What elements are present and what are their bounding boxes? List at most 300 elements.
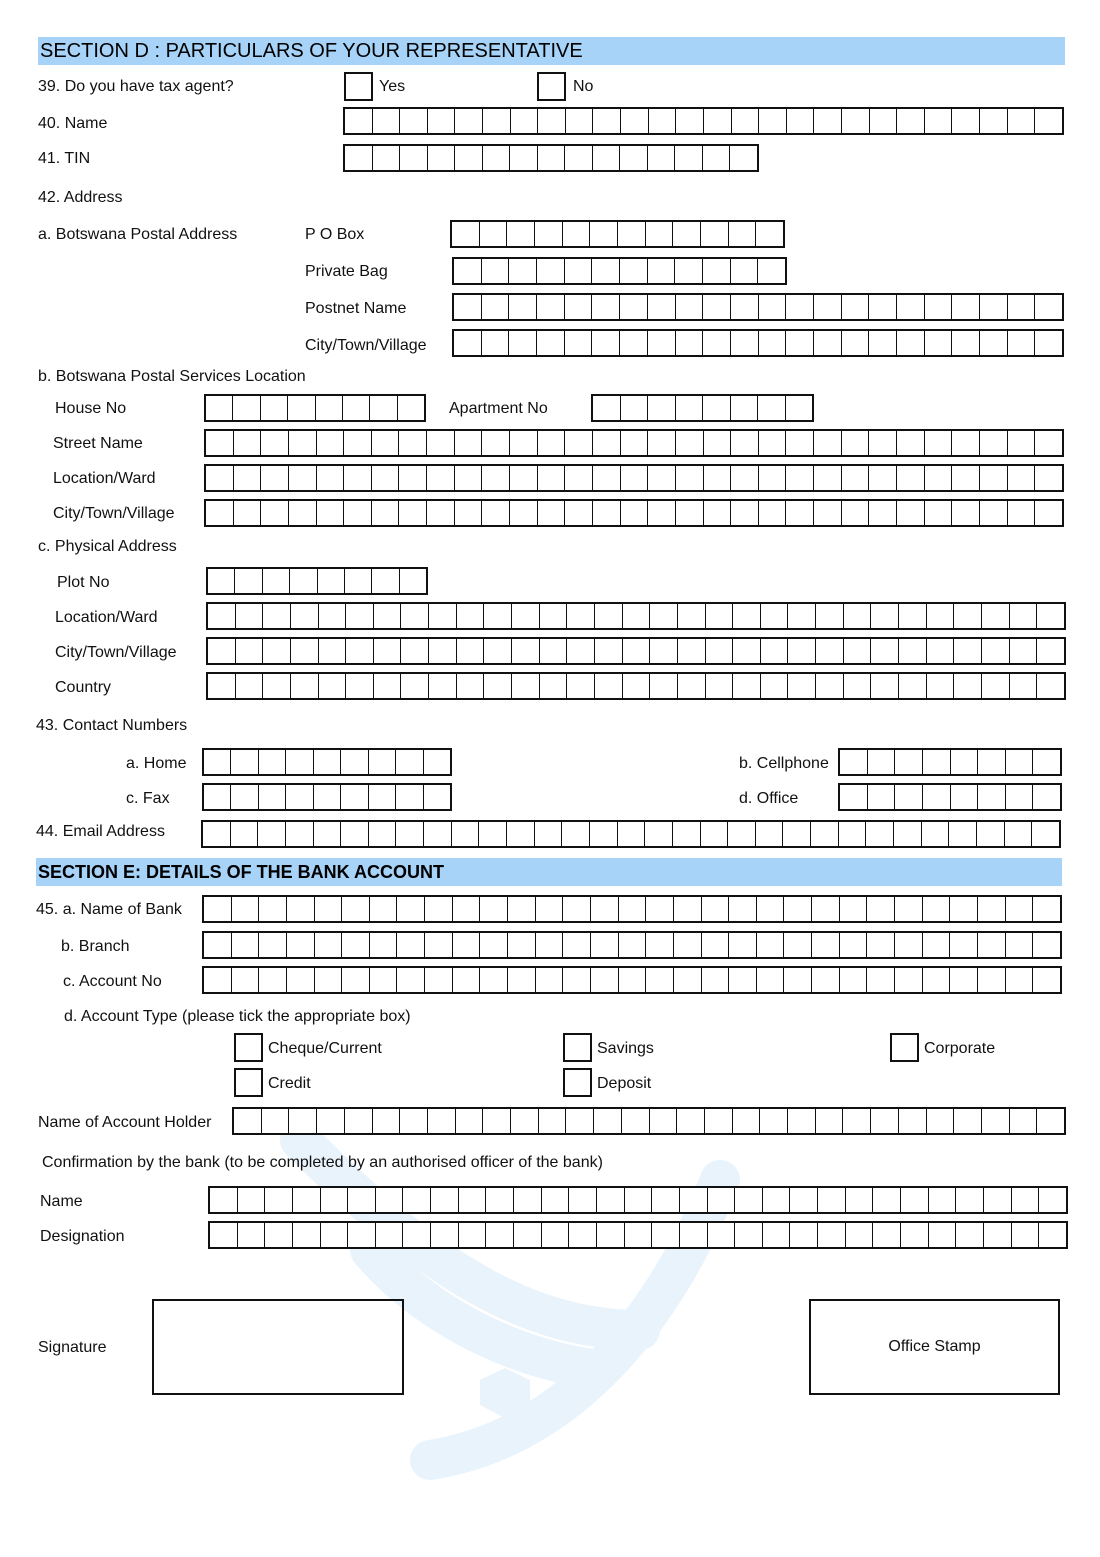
char-cell[interactable] (954, 674, 982, 698)
char-cell[interactable] (1033, 750, 1060, 774)
char-cell[interactable] (369, 822, 397, 846)
char-cell[interactable] (538, 109, 566, 133)
char-cell[interactable] (645, 822, 673, 846)
char-cell[interactable] (897, 109, 925, 133)
char-cell[interactable] (510, 466, 538, 490)
char-cell[interactable] (286, 750, 313, 774)
char-cell[interactable] (676, 466, 704, 490)
char-cell[interactable] (1033, 897, 1060, 921)
char-cell[interactable] (678, 674, 706, 698)
char-cell[interactable] (1037, 604, 1064, 628)
char-cell[interactable] (648, 259, 676, 283)
char-cell[interactable] (595, 674, 623, 698)
char-cell[interactable] (590, 222, 618, 246)
char-cell[interactable] (650, 639, 678, 663)
char-cell[interactable] (259, 933, 287, 957)
char-cell[interactable] (374, 604, 402, 628)
char-cell[interactable] (287, 897, 315, 921)
char-cell[interactable] (370, 968, 398, 992)
char-cell[interactable] (923, 968, 951, 992)
char-cell[interactable] (625, 1223, 653, 1247)
country-field[interactable] (206, 672, 1066, 700)
char-cell[interactable] (706, 639, 734, 663)
char-cell[interactable] (318, 569, 345, 593)
home-phone-field[interactable] (202, 748, 452, 776)
char-cell[interactable] (1006, 968, 1034, 992)
char-cell[interactable] (591, 968, 619, 992)
char-cell[interactable] (702, 897, 730, 921)
char-cell[interactable] (482, 295, 510, 319)
cellphone-field[interactable] (838, 748, 1062, 776)
location-city-field[interactable] (204, 499, 1064, 527)
location-ward-field[interactable] (204, 464, 1064, 492)
char-cell[interactable] (842, 431, 870, 455)
char-cell[interactable] (814, 431, 842, 455)
char-cell[interactable] (565, 466, 593, 490)
char-cell[interactable] (208, 674, 236, 698)
char-cell[interactable] (565, 331, 593, 355)
char-cell[interactable] (236, 639, 264, 663)
char-cell[interactable] (873, 1223, 901, 1247)
branch-field[interactable] (202, 931, 1062, 959)
char-cell[interactable] (258, 822, 286, 846)
char-cell[interactable] (1033, 785, 1060, 809)
char-cell[interactable] (289, 466, 317, 490)
char-cell[interactable] (511, 1109, 539, 1133)
char-cell[interactable] (929, 1223, 957, 1247)
char-cell[interactable] (261, 466, 289, 490)
corporate-checkbox[interactable] (890, 1033, 919, 1062)
char-cell[interactable] (400, 1109, 428, 1133)
char-cell[interactable] (706, 604, 734, 628)
char-cell[interactable] (1037, 1109, 1064, 1133)
credit-checkbox[interactable] (234, 1068, 263, 1097)
char-cell[interactable] (206, 466, 234, 490)
char-cell[interactable] (756, 822, 784, 846)
char-cell[interactable] (786, 501, 814, 525)
char-cell[interactable] (842, 295, 870, 319)
char-cell[interactable] (431, 1223, 459, 1247)
char-cell[interactable] (894, 822, 922, 846)
char-cell[interactable] (512, 604, 540, 628)
char-cell[interactable] (897, 501, 925, 525)
char-cell[interactable] (454, 259, 482, 283)
char-cell[interactable] (899, 604, 927, 628)
char-cell[interactable] (565, 146, 593, 170)
char-cell[interactable] (814, 295, 842, 319)
char-cell[interactable] (428, 1109, 456, 1133)
char-cell[interactable] (372, 431, 400, 455)
char-cell[interactable] (452, 822, 480, 846)
char-cell[interactable] (674, 968, 702, 992)
char-cell[interactable] (484, 674, 512, 698)
char-cell[interactable] (703, 259, 731, 283)
char-cell[interactable] (950, 897, 978, 921)
char-cell[interactable] (231, 750, 258, 774)
char-cell[interactable] (703, 146, 731, 170)
char-cell[interactable] (927, 639, 955, 663)
char-cell[interactable] (840, 933, 868, 957)
char-cell[interactable] (731, 431, 759, 455)
char-cell[interactable] (538, 466, 566, 490)
char-cell[interactable] (731, 501, 759, 525)
char-cell[interactable] (735, 1223, 763, 1247)
char-cell[interactable] (790, 1223, 818, 1247)
char-cell[interactable] (455, 466, 483, 490)
char-cell[interactable] (348, 1188, 376, 1212)
char-cell[interactable] (648, 501, 676, 525)
char-cell[interactable] (620, 259, 648, 283)
char-cell[interactable] (788, 639, 816, 663)
char-cell[interactable] (840, 968, 868, 992)
char-cell[interactable] (761, 639, 789, 663)
char-cell[interactable] (702, 968, 730, 992)
char-cell[interactable] (673, 222, 701, 246)
char-cell[interactable] (618, 222, 646, 246)
char-cell[interactable] (263, 639, 291, 663)
char-cell[interactable] (263, 674, 291, 698)
char-cell[interactable] (1037, 639, 1064, 663)
char-cell[interactable] (563, 897, 591, 921)
char-cell[interactable] (816, 604, 844, 628)
char-cell[interactable] (618, 822, 646, 846)
char-cell[interactable] (757, 968, 785, 992)
char-cell[interactable] (319, 674, 347, 698)
char-cell[interactable] (479, 822, 507, 846)
cheque-checkbox[interactable] (234, 1033, 263, 1062)
char-cell[interactable] (291, 604, 319, 628)
char-cell[interactable] (1039, 1188, 1066, 1212)
char-cell[interactable] (483, 109, 511, 133)
char-cell[interactable] (625, 1188, 653, 1212)
char-cell[interactable] (343, 396, 370, 420)
char-cell[interactable] (370, 897, 398, 921)
apartment-no-field[interactable] (591, 394, 814, 422)
char-cell[interactable] (895, 750, 923, 774)
char-cell[interactable] (342, 968, 370, 992)
char-cell[interactable] (425, 933, 453, 957)
char-cell[interactable] (729, 897, 757, 921)
char-cell[interactable] (843, 1109, 871, 1133)
char-cell[interactable] (508, 933, 536, 957)
char-cell[interactable] (952, 466, 980, 490)
char-cell[interactable] (315, 968, 343, 992)
char-cell[interactable] (925, 109, 953, 133)
char-cell[interactable] (348, 1223, 376, 1247)
char-cell[interactable] (590, 822, 618, 846)
char-cell[interactable] (1010, 674, 1038, 698)
char-cell[interactable] (846, 1223, 874, 1247)
char-cell[interactable] (595, 604, 623, 628)
char-cell[interactable] (398, 396, 424, 420)
char-cell[interactable] (977, 822, 1005, 846)
char-cell[interactable] (811, 822, 839, 846)
char-cell[interactable] (234, 431, 262, 455)
char-cell[interactable] (314, 750, 341, 774)
char-cell[interactable] (397, 897, 425, 921)
char-cell[interactable] (456, 1109, 484, 1133)
char-cell[interactable] (760, 1109, 788, 1133)
char-cell[interactable] (759, 295, 787, 319)
char-cell[interactable] (1006, 785, 1034, 809)
char-cell[interactable] (204, 933, 232, 957)
char-cell[interactable] (289, 1109, 317, 1133)
char-cell[interactable] (840, 897, 868, 921)
char-cell[interactable] (674, 933, 702, 957)
char-cell[interactable] (897, 431, 925, 455)
char-cell[interactable] (370, 396, 397, 420)
char-cell[interactable] (704, 431, 732, 455)
char-cell[interactable] (678, 604, 706, 628)
char-cell[interactable] (673, 822, 701, 846)
char-cell[interactable] (729, 933, 757, 957)
char-cell[interactable] (701, 222, 729, 246)
char-cell[interactable] (399, 501, 427, 525)
char-cell[interactable] (927, 674, 955, 698)
char-cell[interactable] (537, 259, 565, 283)
char-cell[interactable] (1006, 750, 1034, 774)
char-cell[interactable] (535, 822, 563, 846)
char-cell[interactable] (593, 396, 621, 420)
char-cell[interactable] (512, 639, 540, 663)
agent-tin-field[interactable] (343, 144, 759, 172)
char-cell[interactable] (286, 785, 313, 809)
char-cell[interactable] (482, 431, 510, 455)
char-cell[interactable] (923, 897, 951, 921)
char-cell[interactable] (396, 785, 423, 809)
plot-no-field[interactable] (206, 567, 428, 595)
char-cell[interactable] (593, 109, 621, 133)
char-cell[interactable] (899, 639, 927, 663)
char-cell[interactable] (871, 1109, 899, 1133)
char-cell[interactable] (621, 109, 649, 133)
char-cell[interactable] (317, 431, 345, 455)
char-cell[interactable] (732, 109, 760, 133)
char-cell[interactable] (231, 785, 258, 809)
char-cell[interactable] (646, 968, 674, 992)
char-cell[interactable] (952, 295, 980, 319)
char-cell[interactable] (978, 933, 1006, 957)
char-cell[interactable] (373, 146, 401, 170)
char-cell[interactable] (341, 822, 369, 846)
char-cell[interactable] (652, 1223, 680, 1247)
char-cell[interactable] (786, 431, 814, 455)
char-cell[interactable] (923, 750, 951, 774)
char-cell[interactable] (839, 822, 867, 846)
char-cell[interactable] (319, 639, 347, 663)
char-cell[interactable] (262, 1109, 290, 1133)
char-cell[interactable] (1008, 331, 1036, 355)
char-cell[interactable] (733, 674, 761, 698)
char-cell[interactable] (1006, 933, 1034, 957)
bank-officer-name-field[interactable] (208, 1186, 1068, 1214)
char-cell[interactable] (756, 222, 783, 246)
char-cell[interactable] (231, 822, 259, 846)
char-cell[interactable] (868, 750, 896, 774)
char-cell[interactable] (293, 1188, 321, 1212)
char-cell[interactable] (507, 822, 535, 846)
char-cell[interactable] (704, 466, 732, 490)
char-cell[interactable] (342, 897, 370, 921)
char-cell[interactable] (345, 146, 373, 170)
char-cell[interactable] (897, 295, 925, 319)
char-cell[interactable] (259, 785, 286, 809)
char-cell[interactable] (345, 1109, 373, 1133)
char-cell[interactable] (512, 674, 540, 698)
char-cell[interactable] (731, 331, 759, 355)
char-cell[interactable] (1008, 295, 1036, 319)
char-cell[interactable] (482, 501, 510, 525)
char-cell[interactable] (425, 897, 453, 921)
bank-name-field[interactable] (202, 895, 1062, 923)
char-cell[interactable] (1035, 431, 1062, 455)
char-cell[interactable] (1032, 822, 1059, 846)
char-cell[interactable] (210, 1188, 238, 1212)
char-cell[interactable] (956, 1223, 984, 1247)
char-cell[interactable] (593, 146, 621, 170)
char-cell[interactable] (676, 431, 704, 455)
char-cell[interactable] (923, 785, 951, 809)
char-cell[interactable] (982, 674, 1010, 698)
char-cell[interactable] (929, 1188, 957, 1212)
char-cell[interactable] (509, 295, 537, 319)
char-cell[interactable] (400, 109, 428, 133)
char-cell[interactable] (238, 1188, 266, 1212)
char-cell[interactable] (677, 1109, 705, 1133)
char-cell[interactable] (951, 750, 979, 774)
char-cell[interactable] (619, 933, 647, 957)
char-cell[interactable] (206, 396, 233, 420)
tax-agent-no-checkbox[interactable] (537, 72, 566, 101)
char-cell[interactable] (978, 785, 1006, 809)
char-cell[interactable] (703, 295, 731, 319)
char-cell[interactable] (814, 109, 842, 133)
char-cell[interactable] (816, 674, 844, 698)
char-cell[interactable] (319, 604, 347, 628)
char-cell[interactable] (569, 1188, 597, 1212)
char-cell[interactable] (315, 933, 343, 957)
char-cell[interactable] (733, 639, 761, 663)
char-cell[interactable] (536, 933, 564, 957)
char-cell[interactable] (680, 1188, 708, 1212)
char-cell[interactable] (427, 431, 455, 455)
char-cell[interactable] (265, 1188, 293, 1212)
char-cell[interactable] (842, 109, 870, 133)
char-cell[interactable] (376, 1223, 404, 1247)
char-cell[interactable] (844, 604, 872, 628)
char-cell[interactable] (563, 968, 591, 992)
char-cell[interactable] (950, 933, 978, 957)
char-cell[interactable] (733, 604, 761, 628)
char-cell[interactable] (536, 968, 564, 992)
char-cell[interactable] (538, 146, 566, 170)
char-cell[interactable] (562, 822, 590, 846)
char-cell[interactable] (265, 1223, 293, 1247)
char-cell[interactable] (540, 674, 568, 698)
char-cell[interactable] (730, 146, 757, 170)
char-cell[interactable] (594, 1109, 622, 1133)
char-cell[interactable] (867, 897, 895, 921)
char-cell[interactable] (290, 569, 317, 593)
char-cell[interactable] (1035, 109, 1062, 133)
email-field[interactable] (201, 820, 1061, 848)
char-cell[interactable] (621, 501, 649, 525)
char-cell[interactable] (984, 1188, 1012, 1212)
char-cell[interactable] (453, 968, 481, 992)
deposit-checkbox[interactable] (563, 1068, 592, 1097)
char-cell[interactable] (204, 785, 231, 809)
char-cell[interactable] (455, 431, 483, 455)
char-cell[interactable] (401, 604, 429, 628)
char-cell[interactable] (816, 1109, 844, 1133)
char-cell[interactable] (233, 396, 260, 420)
char-cell[interactable] (784, 897, 812, 921)
char-cell[interactable] (372, 466, 400, 490)
char-cell[interactable] (818, 1188, 846, 1212)
char-cell[interactable] (597, 1188, 625, 1212)
char-cell[interactable] (429, 674, 457, 698)
char-cell[interactable] (952, 331, 980, 355)
char-cell[interactable] (429, 604, 457, 628)
char-cell[interactable] (373, 1109, 401, 1133)
char-cell[interactable] (675, 146, 703, 170)
char-cell[interactable] (704, 501, 732, 525)
char-cell[interactable] (621, 396, 649, 420)
char-cell[interactable] (232, 933, 260, 957)
char-cell[interactable] (646, 222, 674, 246)
char-cell[interactable] (980, 501, 1008, 525)
char-cell[interactable] (895, 968, 923, 992)
char-cell[interactable] (208, 604, 236, 628)
char-cell[interactable] (206, 501, 234, 525)
char-cell[interactable] (232, 897, 260, 921)
char-cell[interactable] (620, 331, 648, 355)
postal-city-field[interactable] (452, 329, 1064, 357)
char-cell[interactable] (424, 785, 450, 809)
char-cell[interactable] (508, 897, 536, 921)
char-cell[interactable] (650, 674, 678, 698)
char-cell[interactable] (563, 933, 591, 957)
char-cell[interactable] (705, 1109, 733, 1133)
char-cell[interactable] (954, 639, 982, 663)
char-cell[interactable] (427, 501, 455, 525)
char-cell[interactable] (982, 639, 1010, 663)
char-cell[interactable] (844, 674, 872, 698)
char-cell[interactable] (1039, 1223, 1066, 1247)
char-cell[interactable] (763, 1223, 791, 1247)
char-cell[interactable] (950, 968, 978, 992)
char-cell[interactable] (452, 222, 480, 246)
char-cell[interactable] (565, 431, 593, 455)
char-cell[interactable] (980, 295, 1008, 319)
char-cell[interactable] (619, 897, 647, 921)
char-cell[interactable] (925, 431, 953, 455)
char-cell[interactable] (565, 259, 593, 283)
char-cell[interactable] (648, 466, 676, 490)
char-cell[interactable] (321, 1188, 349, 1212)
char-cell[interactable] (620, 146, 648, 170)
char-cell[interactable] (261, 431, 289, 455)
char-cell[interactable] (344, 501, 372, 525)
char-cell[interactable] (346, 639, 374, 663)
char-cell[interactable] (480, 933, 508, 957)
char-cell[interactable] (708, 1188, 736, 1212)
char-cell[interactable] (514, 1223, 542, 1247)
char-cell[interactable] (814, 466, 842, 490)
char-cell[interactable] (922, 822, 950, 846)
char-cell[interactable] (901, 1188, 929, 1212)
char-cell[interactable] (731, 396, 759, 420)
